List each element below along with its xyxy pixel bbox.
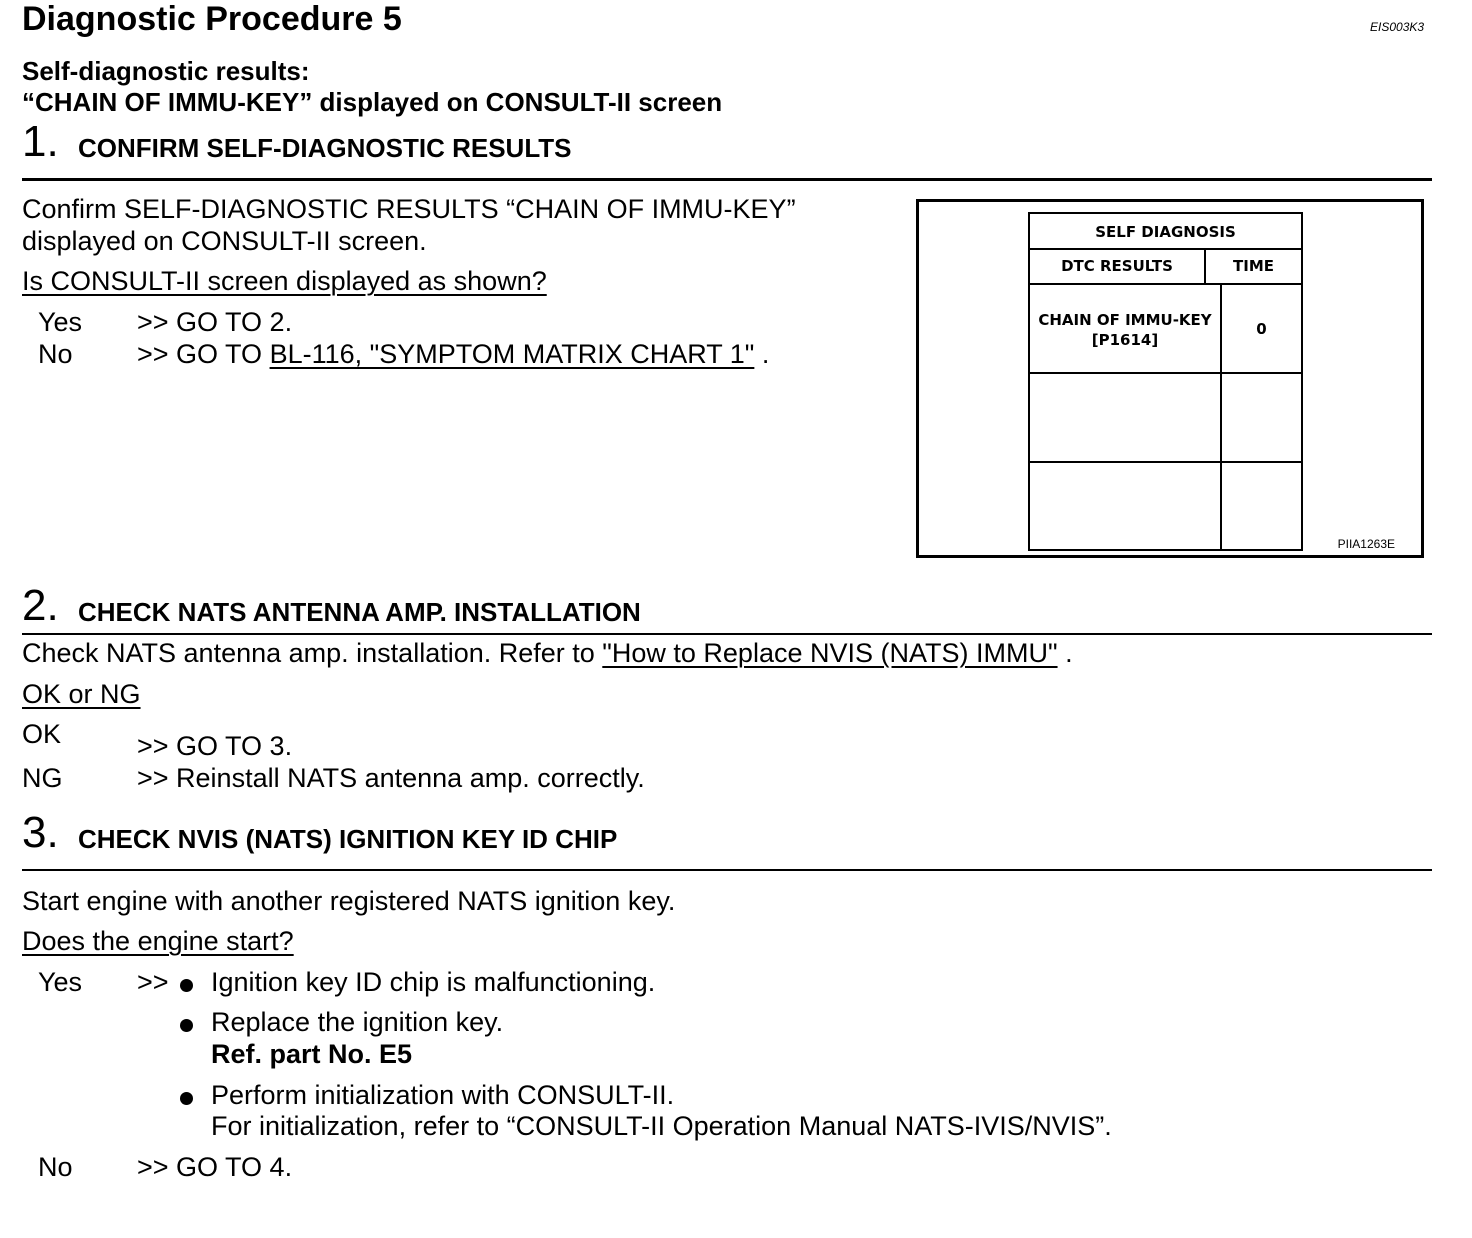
bullet-icon: [180, 1019, 193, 1032]
step-3-bullet-3-line-2: For initialization, refer to “CONSULT-II Operation Manual NATS-IVIS/NVIS”.: [211, 1111, 1112, 1141]
step-1-yes-label: Yes: [38, 307, 83, 337]
time-value-cell: 0: [1256, 320, 1267, 338]
how-to-replace-link[interactable]: "How to Replace NVIS (NATS) IMMU": [602, 638, 1058, 668]
consult-screen-figure: [916, 199, 1424, 558]
step-2-ok-action: >> GO TO 3.: [137, 731, 293, 761]
step-1-body-line-2: displayed on CONSULT-II screen.: [22, 226, 427, 256]
step-2-rule: [22, 633, 1432, 635]
page-title: Diagnostic Procedure 5: [22, 0, 402, 38]
step-3-question: Does the engine start?: [22, 926, 294, 956]
step-1-rule: [22, 178, 1432, 181]
step-2-body: Check NATS antenna amp. installation. Refer to "How to Replace NVIS (NATS) IMMU" .: [22, 638, 1073, 668]
step-1-title: CONFIRM SELF-DIAGNOSTIC RESULTS: [78, 133, 572, 163]
step-1-question: Is CONSULT-II screen displayed as shown?: [22, 266, 547, 296]
step-3-body: Start engine with another registered NATS ignition key.: [22, 886, 676, 916]
step-3-bullet-2-ref: Ref. part No. E5: [211, 1039, 413, 1069]
step-2-title: CHECK NATS ANTENNA AMP. INSTALLATION: [78, 597, 641, 627]
step-2-ng-action: >> Reinstall NATS antenna amp. correctly.: [137, 763, 645, 793]
step-1-no-label: No: [38, 339, 73, 369]
step-1-number: 1.: [22, 117, 59, 166]
column-time: TIME: [1233, 257, 1274, 275]
step-1-no-action: >> GO TO BL-116, "SYMPTOM MATRIX CHART 1" .: [137, 339, 770, 369]
dtc-result-cell: [1030, 310, 1220, 350]
step-2-ok-label: OK: [22, 719, 62, 749]
symptom-matrix-link[interactable]: BL-116, "SYMPTOM MATRIX CHART 1": [269, 339, 755, 369]
step-2-number: 2.: [22, 581, 59, 630]
step-3-bullet-3-line-1: Perform initialization with CONSULT-II.: [211, 1080, 675, 1110]
dtc-code: [P1614]: [1091, 331, 1159, 349]
subtitle-line-1: Self-diagnostic results:: [22, 56, 310, 86]
subtitle-line-2: “CHAIN OF IMMU-KEY” displayed on CONSULT-II screen: [22, 87, 723, 117]
step-3-yes-label: Yes: [38, 967, 83, 997]
step-3-bullet-1: Ignition key ID chip is malfunctioning.: [211, 967, 656, 997]
step-1-yes-action: >> GO TO 2.: [137, 307, 293, 337]
step-1-body-line-1: Confirm SELF-DIAGNOSTIC RESULTS “CHAIN OF IMMU-KEY”: [22, 194, 796, 224]
self-diagnosis-table: [1028, 212, 1303, 551]
column-dtc-results: DTC RESULTS: [1061, 257, 1173, 275]
step-3-no-action: >> GO TO 4.: [137, 1152, 293, 1182]
document-id: EIS003K3: [1370, 20, 1425, 34]
bullet-icon: [180, 1092, 193, 1105]
step-2-question: OK or NG: [22, 679, 141, 709]
figure-id: PIIA1263E: [1337, 537, 1395, 551]
dtc-name: CHAIN OF IMMU-KEY: [1038, 311, 1212, 329]
step-3-no-label: No: [38, 1152, 73, 1182]
step-3-bullet-2: Replace the ignition key.: [211, 1007, 504, 1037]
step-3-yes-arrow: >>: [137, 967, 169, 997]
table-header: SELF DIAGNOSIS: [1095, 223, 1236, 241]
step-2-ng-label: NG: [22, 763, 63, 793]
step-3-rule: [22, 869, 1432, 871]
bullet-icon: [180, 979, 193, 992]
step-3-title: CHECK NVIS (NATS) IGNITION KEY ID CHIP: [78, 824, 618, 854]
step-3-number: 3.: [22, 808, 59, 857]
